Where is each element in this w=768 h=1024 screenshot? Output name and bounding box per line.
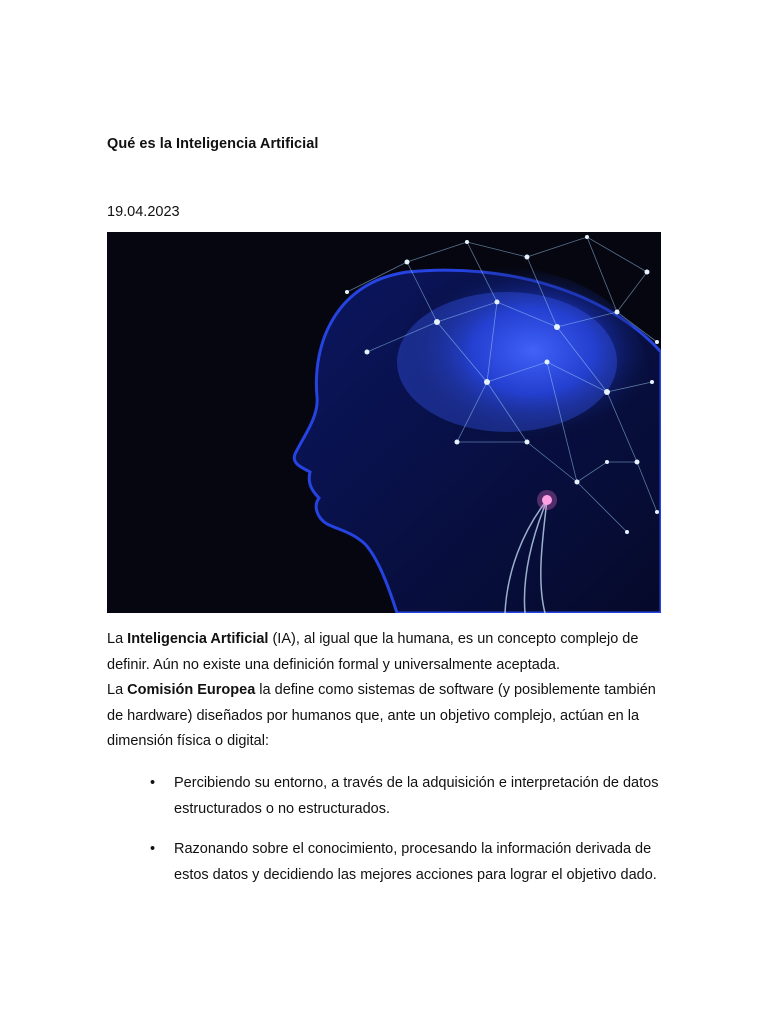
emphasis-term: Inteligencia Artificial xyxy=(127,631,269,647)
paragraph-text: La xyxy=(107,631,128,647)
bullet-icon: • xyxy=(150,841,156,857)
bullet-icon: • xyxy=(150,775,156,791)
bullet-list xyxy=(107,771,667,903)
list-item-text: Percibiendo su entorno, a través de la adquisición e interpretación de datos estructurados o no estructurados. xyxy=(174,775,659,817)
emphasis-term: Comisión Europea xyxy=(127,682,256,698)
article-body xyxy=(107,627,667,755)
document-title: Qué es la Inteligencia Artificial xyxy=(107,136,319,152)
paragraph-text: la define como sistemas de software (y posiblemente también de hardware) diseñados por humanos que, ante un objetivo complejo, actúan en la dimensión física o digital: xyxy=(107,682,656,749)
paragraph-comision-europea xyxy=(107,678,667,755)
paragraph-text: (IA), al igual que la humana, es un concepto complejo de definir. Aún no existe una definición formal y universalmente aceptada. xyxy=(107,631,639,673)
list-item-text: Razonando sobre el conocimiento, procesando la información derivada de estos datos y decidiendo las mejores acciones para lograr el objetivo dado. xyxy=(174,841,657,883)
ai-brain-illustration xyxy=(107,232,661,613)
paragraph-ia-definition xyxy=(107,627,667,678)
paragraph-text: La xyxy=(107,682,128,698)
list-item xyxy=(107,771,667,822)
list-item xyxy=(107,837,667,888)
document-date: 19.04.2023 xyxy=(107,204,180,220)
